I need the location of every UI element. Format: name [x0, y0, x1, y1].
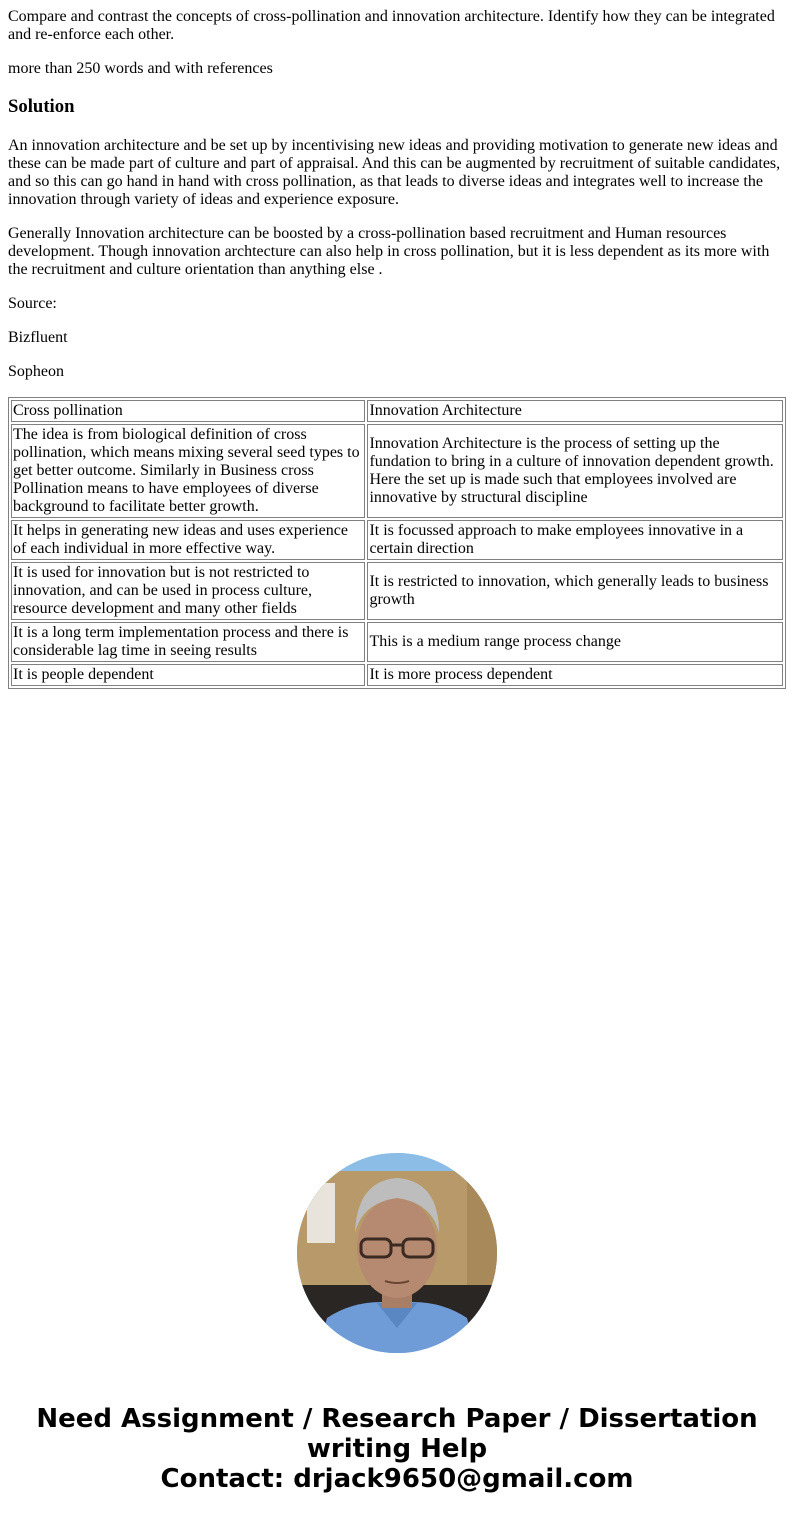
avatar [297, 1153, 497, 1353]
reference-item: Bizfluent [8, 329, 68, 346]
solution-paragraph: An innovation architecture and be set up by incentivising new ideas and providing motivation to generate new ideas and these can be made part of culture and part of appraisal. And this can be augmented by recruitment of suitable candidates, and so this can go hand in hand with cross pollination, as that leads to diverse ideas and integrates well to increase the innovation through variety of ideas and experience exposure. [8, 137, 781, 208]
reference-item: Sopheon [8, 363, 64, 380]
comparison-table [8, 397, 786, 689]
promo-line: Need Assignment / Research Paper / Dissertation [36, 1404, 758, 1434]
table-header-cell: Innovation Architecture [367, 400, 783, 422]
question-prompt: Compare and contrast the concepts of cross-pollination and innovation architecture. Identify how they can be integrated and re-enforce each other. [8, 8, 775, 43]
table-row [11, 622, 783, 662]
question-requirement: more than 250 words and with references [8, 60, 273, 77]
table-cell: It helps in generating new ideas and uses experience of each individual in more effective way. [11, 520, 365, 560]
table-cell: It is a long term implementation process and there is considerable lag time in seeing results [11, 622, 365, 662]
table-row [11, 520, 783, 560]
table-cell: It is more process dependent [367, 664, 783, 686]
promo-line: writing Help [306, 1434, 488, 1464]
table-cell: It is used for innovation but is not restricted to innovation, and can be used in process culture, resource development and many other fields [11, 562, 365, 620]
table-row [11, 562, 783, 620]
promo-banner [0, 1404, 794, 1494]
table-row [11, 664, 783, 686]
promo-contact: Contact: drjack9650@gmail.com [160, 1464, 634, 1494]
source-label: Source: [8, 295, 57, 312]
table-cell: It is people dependent [11, 664, 365, 686]
table-cell: This is a medium range process change [367, 622, 783, 662]
person-photo-icon [297, 1153, 497, 1353]
table-row [11, 424, 783, 518]
table-header-cell: Cross pollination [11, 400, 365, 422]
table-cell: Innovation Architecture is the process of setting up the fundation to bring in a culture of innovation dependent growth. Here the set up is made such that employees involved are innovative by structural discipline [367, 424, 783, 518]
table-cell: It is focussed approach to make employees innovative in a certain direction [367, 520, 783, 560]
table-header-row [11, 400, 783, 422]
solution-heading: Solution [8, 96, 75, 117]
table-cell: The idea is from biological definition of cross pollination, which means mixing several seed types to get better outcome. Similarly in Business cross Pollination means to have employees of diverse background to facilitate better growth. [11, 424, 365, 518]
table-cell: It is restricted to innovation, which generally leads to business growth [367, 562, 783, 620]
solution-paragraph: Generally Innovation architecture can be boosted by a cross-pollination based recruitment and Human resources development. Though innovation archtecture can also help in cross pollination, but it is less dependent as its more with the recruitment and culture orientation than anything else . [8, 225, 770, 278]
